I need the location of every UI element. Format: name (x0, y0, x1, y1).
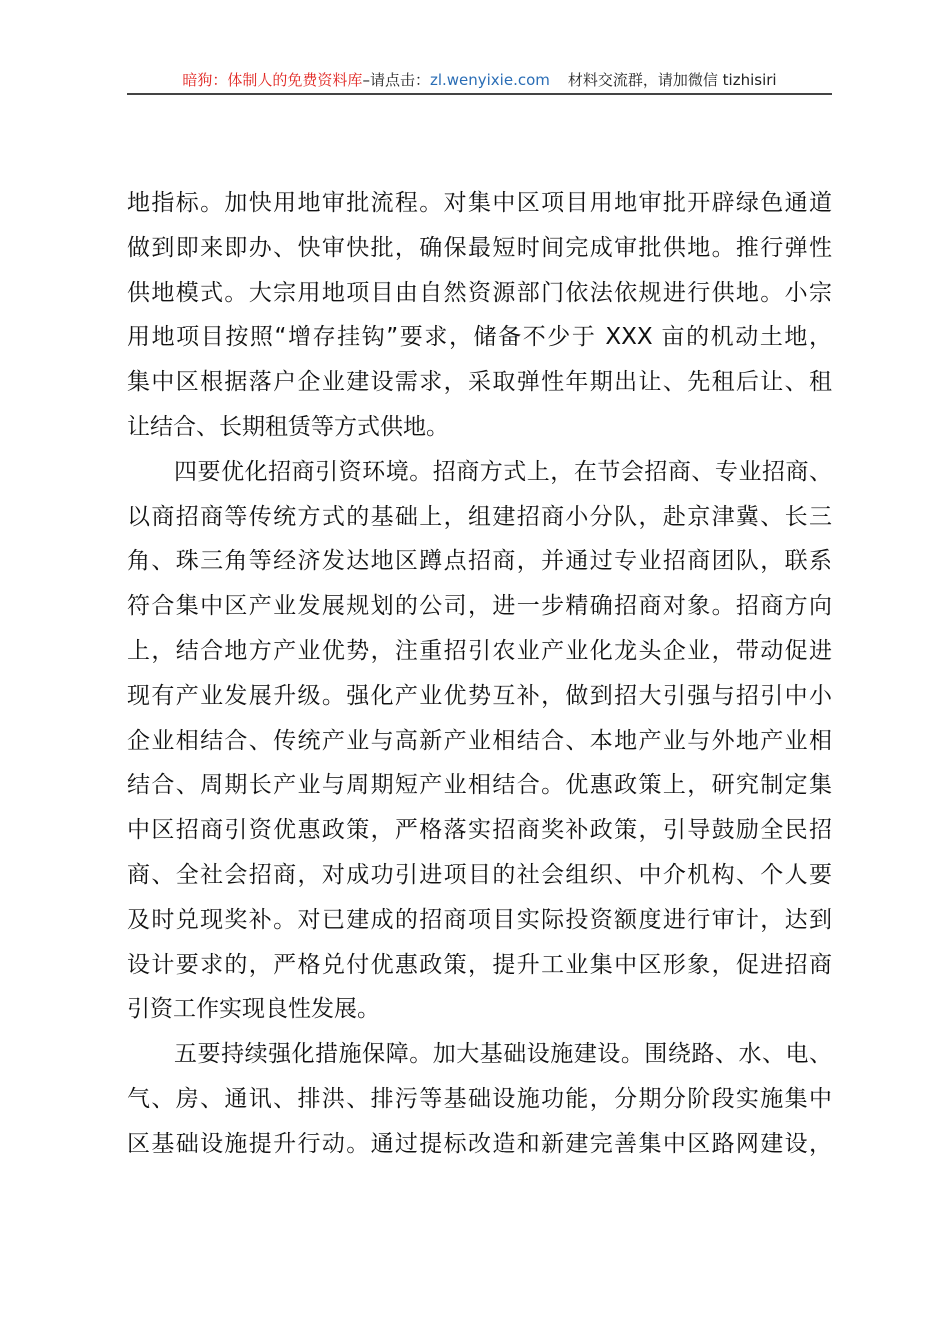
text-line: 用地项目按照“增存挂钩”要求，储备不少于 XXX 亩的机动土地， (127, 324, 832, 351)
text-line: 集中区根据落户企业建设需求，采取弹性年期出让、先租后让、租 (127, 369, 832, 396)
text-line: 商、全社会招商，对成功引进项目的社会组织、中介机构、个人要 (127, 861, 832, 888)
text-line: 以商招商等传统方式的基础上，组建招商小分队，赴京津冀、长三 (127, 503, 832, 530)
text-line: 引资工作实现良性发展。 (127, 996, 380, 1023)
text-line: 四要优化招商引资环境。招商方式上，在节会招商、专业招商、 (127, 458, 832, 485)
text-line: 五要持续强化措施保障。加大基础设施建设。围绕路、水、电、 (127, 1041, 832, 1068)
text-line: 地指标。加快用地审批流程。对集中区项目用地审批开辟绿色通道 (127, 190, 832, 216)
text-line: 角、珠三角等经济发达地区蹲点招商，并通过专业招商团队，联系 (127, 548, 832, 575)
page-header (127, 68, 832, 92)
header-click-prompt: –请点击： (362, 71, 430, 89)
header-url-link[interactable]: zl.wenyixie.com (429, 71, 550, 89)
text-line: 做到即来即办、快审快批，确保最短时间完成审批供地。推行弹性 (127, 234, 832, 261)
document-body (127, 181, 832, 1167)
header-divider (127, 93, 832, 95)
text-line: 及时兑现奖补。对已建成的招商项目实际投资额度进行审计，达到 (127, 906, 832, 933)
text-line: 企业相结合、传统产业与高新产业相结合、本地产业与外地产业相 (127, 727, 832, 754)
text-line: 设计要求的，严格兑付优惠政策，提升工业集中区形象，促进招商 (127, 951, 832, 978)
header-contact: 材料交流群，请加微信 tizhisiri (567, 71, 777, 89)
text-line: 区基础设施提升行动。通过提标改造和新建完善集中区路网建设， (127, 1130, 832, 1157)
text-line: 符合集中区产业发展规划的公司，进一步精确招商对象。招商方向 (127, 593, 832, 620)
text-line: 让结合、长期租赁等方式供地。 (127, 413, 449, 440)
text-line: 气、房、通讯、排洪、排污等基础设施功能，分期分阶段实施集中 (127, 1085, 832, 1112)
header-brand: 暗狗：体制人的免费资料库 (182, 71, 363, 89)
text-line: 供地模式。大宗用地项目由自然资源部门依法依规进行供地。小宗 (127, 279, 832, 306)
text-line: 结合、周期长产业与周期短产业相结合。优惠政策上，研究制定集 (127, 772, 832, 799)
text-line: 上，结合地方产业优势，注重招引农业产业化龙头企业，带动促进 (127, 637, 832, 664)
text-line: 中区招商引资优惠政策，严格落实招商奖补政策，引导鼓励全民招 (127, 817, 832, 844)
text-line: 现有产业发展升级。强化产业优势互补，做到招大引强与招引中小 (127, 682, 832, 709)
